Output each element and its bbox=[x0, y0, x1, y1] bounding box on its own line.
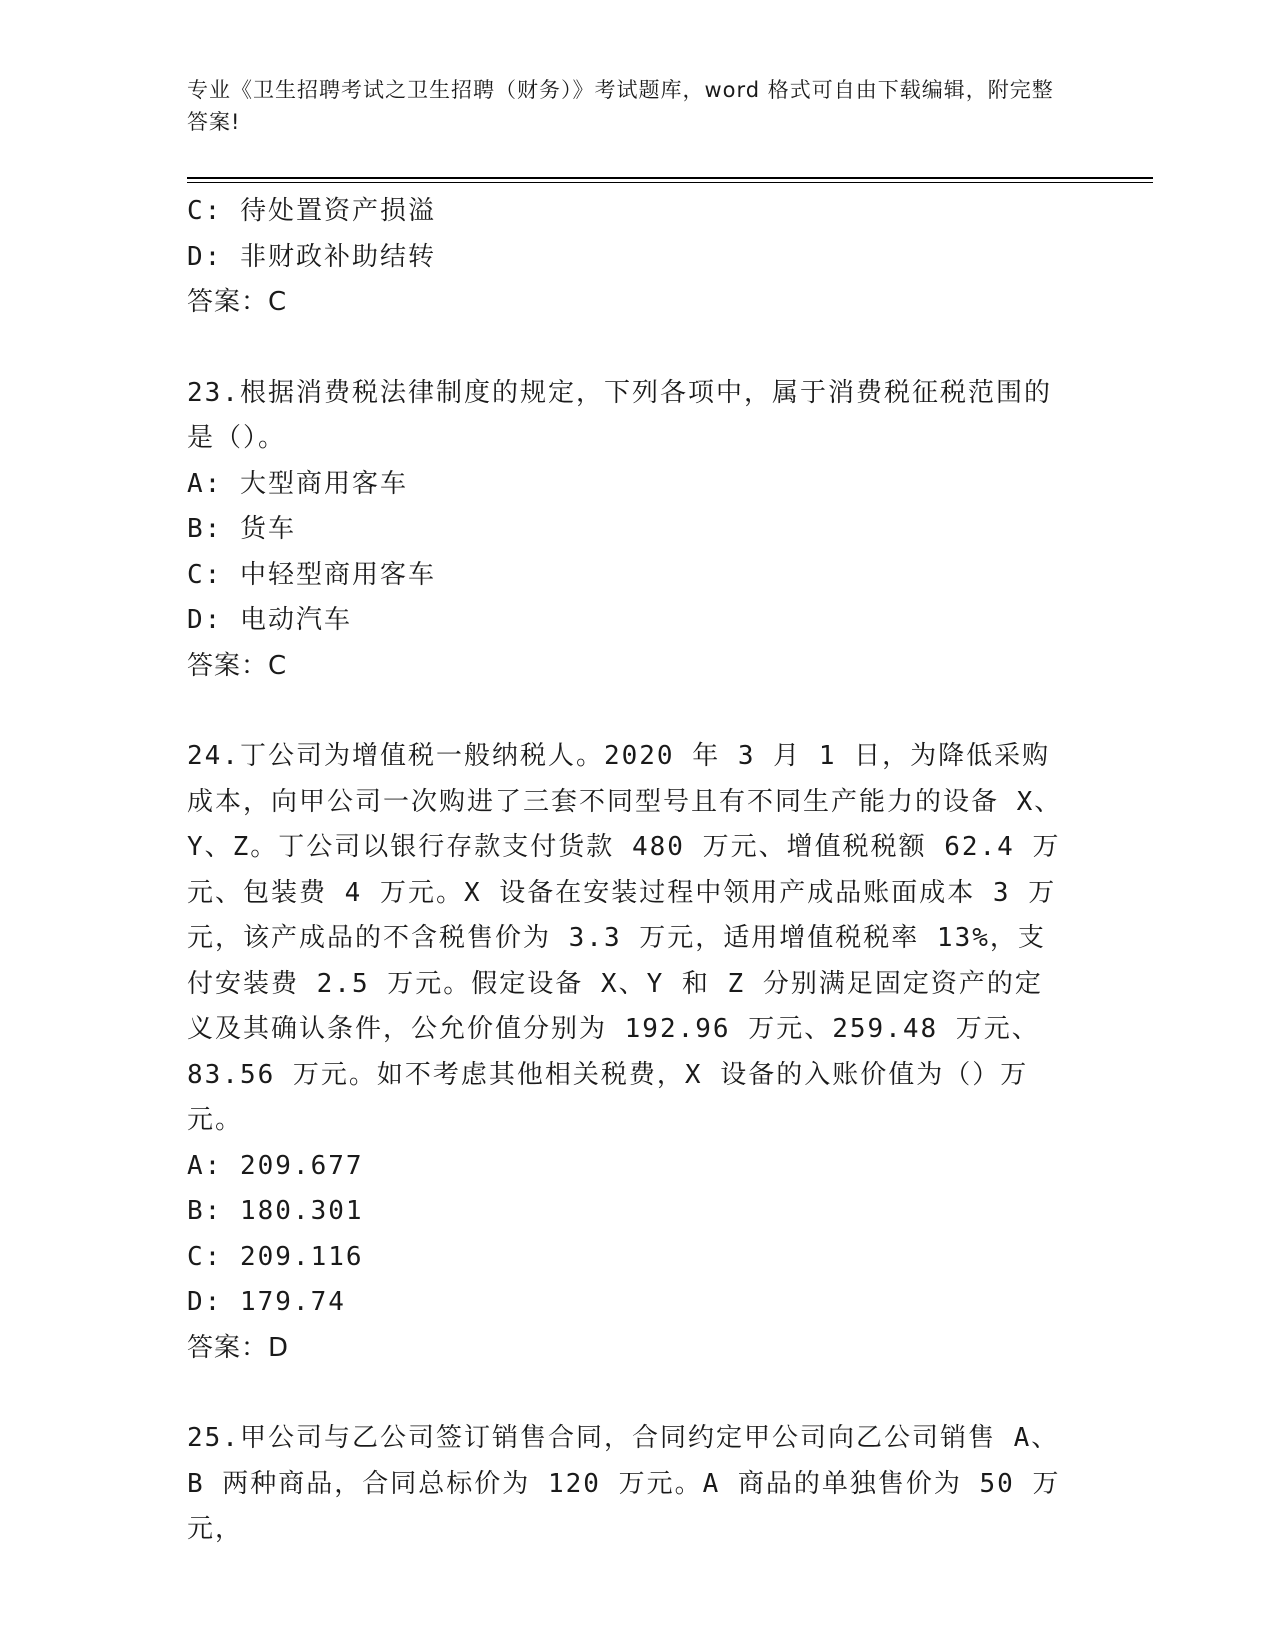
option-d: D: 非财政补助结转 bbox=[187, 241, 436, 272]
answer-label: 答案：D bbox=[187, 1332, 290, 1363]
option-c: C: 中轻型商用客车 bbox=[187, 559, 436, 590]
spacer bbox=[187, 326, 1087, 371]
question-25 bbox=[187, 1416, 1087, 1553]
question-24 bbox=[187, 734, 1087, 1371]
option-b: B: 180.301 bbox=[187, 1196, 364, 1226]
question-23 bbox=[187, 371, 1087, 690]
header-divider-thin bbox=[187, 182, 1153, 183]
option-c: C: 209.116 bbox=[187, 1241, 364, 1272]
question-text: 23.根据消费税法律制度的规定，下列各项中，属于消费税征税范围的是（）。 bbox=[187, 377, 1052, 453]
option-c: C: 待处置资产损溢 bbox=[187, 196, 436, 226]
question-text: 25.甲公司与乙公司签订销售合同，合同约定甲公司向乙公司销售 A、B 两种商品，合同总标价为 120 万元。A 商品的单独售价为 50 万元， bbox=[187, 1423, 1061, 1544]
answer-label: 答案：C bbox=[187, 650, 288, 681]
option-d: D: 179.74 bbox=[187, 1287, 346, 1317]
document-header bbox=[187, 74, 1067, 138]
option-a: A: 大型商用客车 bbox=[187, 468, 408, 499]
header-divider-thick bbox=[187, 177, 1153, 179]
question-list bbox=[187, 189, 1087, 1553]
question-text: 24.丁公司为增值税一般纳税人。2020 年 3 月 1 日，为降低采购成本，向甲公司一次购进了三套不同型号且有不同生产能力的设备 X、Y、Z。丁公司以银行存款支付货款 480 万元、增值税税额 62.4 万元、包装费 4 万元。X 设备在安装过程中领用产成品账面成本 3 万元，该产成品的不含税售价为 3.3 万元，适用增值税税率 13%，支付安装费 2.5 万元。假定设备 X、Y 和 Z 分别满足固定资产的定义及其确认条件，公允价值分别为 192.96 万元、259.48 万元、83.56 万元。如不考虑其他相关税费，X 设备的入账价值为（）万元。 bbox=[187, 741, 1063, 1135]
spacer bbox=[187, 1371, 1087, 1416]
option-a: A: 209.677 bbox=[187, 1150, 364, 1181]
question-22-continuation bbox=[187, 189, 1087, 326]
answer-label: 答案：C bbox=[187, 287, 288, 317]
option-b: B: 货车 bbox=[187, 514, 296, 544]
spacer bbox=[187, 689, 1087, 734]
option-d: D: 电动汽车 bbox=[187, 605, 352, 635]
header-title: 专业《卫生招聘考试之卫生招聘（财务）》考试题库，word 格式可自由下载编辑，附完整答案! bbox=[187, 78, 1054, 134]
